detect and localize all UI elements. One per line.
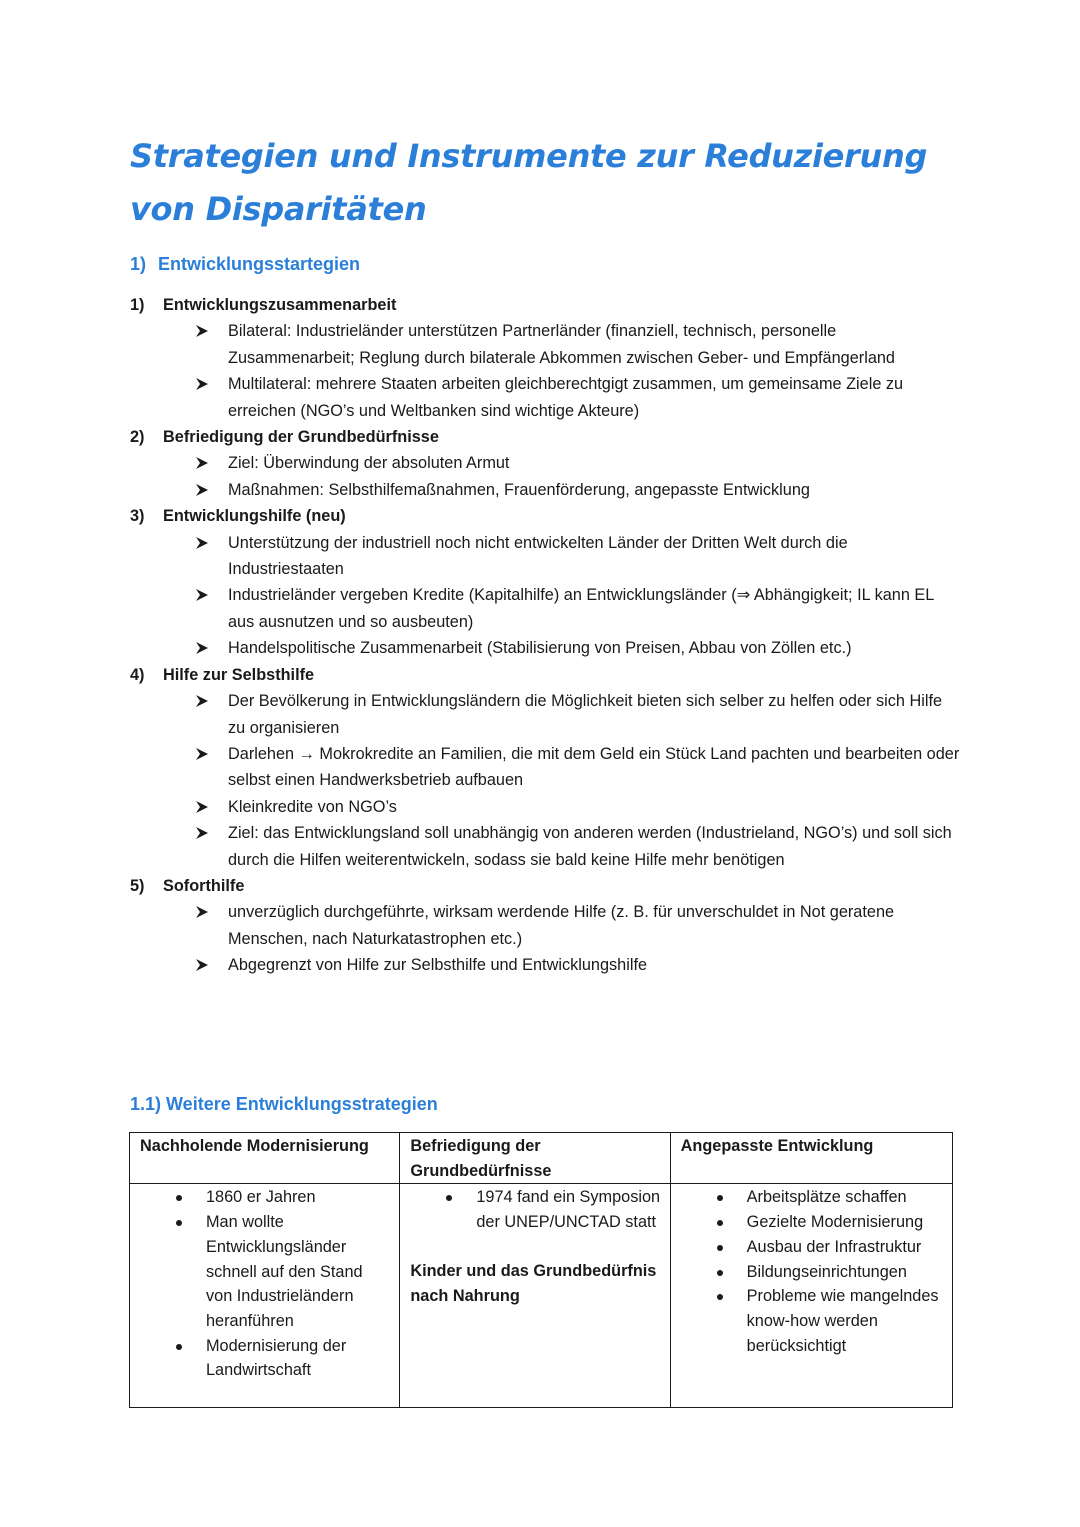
bullet-item xyxy=(681,1260,943,1285)
bullet-item-text: Gezielte Modernisierung xyxy=(746,1213,924,1232)
section-heading xyxy=(130,250,360,278)
strategy-title: Entwicklungszusammenarbeit xyxy=(163,296,397,314)
table-row xyxy=(130,1184,953,1408)
strategy-heading xyxy=(130,292,960,318)
bullet-item xyxy=(681,1185,943,1210)
bullet-item-text: Ausbau der Infrastruktur xyxy=(746,1237,922,1256)
bullet-item xyxy=(681,1235,943,1260)
strategies-table xyxy=(129,1132,953,1408)
list-item xyxy=(130,477,960,503)
arrow-bullet-icon xyxy=(195,741,211,767)
strategy-title: Soforthilfe xyxy=(163,876,245,895)
table-header-cell: Nachholende Modernisierung xyxy=(130,1133,400,1184)
list-item-text: Unterstützung der industriell noch nicht entwickelten Länder der Dritten Welt durch die Industriestaaten xyxy=(228,533,848,579)
list-item-text: Handelspolitische Zusammenarbeit (Stabilisierung von Preisen, Abbau von Zöllen etc.) xyxy=(228,639,852,658)
strategy-section xyxy=(130,873,960,979)
list-item xyxy=(130,820,960,873)
table-cell xyxy=(670,1184,952,1408)
strategy-number: 3) xyxy=(130,507,145,526)
list-item-text: Ziel: Überwindung der absoluten Armut xyxy=(228,454,510,473)
strategy-section xyxy=(130,503,960,661)
bullet-item xyxy=(140,1334,390,1383)
bullet-dot-icon xyxy=(717,1195,723,1201)
strategy-number: 4) xyxy=(130,665,145,684)
strategy-number: 5) xyxy=(130,876,145,895)
bullet-dot-icon xyxy=(446,1195,452,1201)
table-cell xyxy=(130,1184,400,1408)
strategy-section xyxy=(130,292,960,424)
arrow-bullet-icon xyxy=(195,952,211,978)
list-item-text: Ziel: das Entwicklungsland soll unabhängig von anderen werden (Industrieland, NGO’s) und soll sich durch die Hilfen weiterentwickeln, sodass sie bald keine Hilfe mehr benötigen xyxy=(228,824,952,869)
list-item xyxy=(130,450,960,476)
strategy-heading xyxy=(130,873,960,899)
arrow-bullet-icon xyxy=(195,794,211,820)
list-item-text: Der Bevölkerung in Entwicklungsländern die Möglichkeit bieten sich selber zu helfen oder sich Hilfe zu organisieren xyxy=(228,692,943,737)
strategy-title: Befriedigung der Grundbedürfnisse xyxy=(163,428,439,447)
strategy-heading xyxy=(130,424,960,450)
list-item xyxy=(130,688,960,741)
bullet-item xyxy=(410,1185,660,1234)
arrow-bullet-icon xyxy=(195,318,211,344)
list-item-text: Multilateral: mehrere Staaten arbeiten gleichberechtgigt zusammen, um gemeinsame Ziele zu erreichen (NGO’s und Weltbanken sind wichtige Akteure) xyxy=(228,375,904,420)
page-title: Strategien und Instrumente zur Reduzierung von Disparitäten xyxy=(130,137,928,228)
bullet-dot-icon xyxy=(717,1270,723,1276)
list-item-text: Bilateral: Industrieländer unterstützen Partnerländer (finanziell, technisch, personelle Zusammenarbeit; Reglung durch bilaterale Abkommen zwischen Geber- und Empfängerland xyxy=(228,322,895,367)
bullet-dot-icon xyxy=(176,1220,182,1226)
strategy-list xyxy=(130,292,960,979)
strategy-number: 1) xyxy=(130,296,145,314)
bullet-item xyxy=(140,1185,390,1210)
list-item xyxy=(130,794,960,820)
subsection-heading: 1.1) Weitere Entwicklungsstrategien xyxy=(130,1094,438,1114)
bullet-item-text: Probleme wie mangelndes know-how werden berücksichtigt xyxy=(746,1287,939,1355)
strategy-title: Hilfe zur Selbsthilfe xyxy=(163,665,315,684)
arrow-bullet-icon xyxy=(195,477,211,503)
section-heading-number: 1) xyxy=(130,254,147,274)
bullet-item-text: 1860 er Jahren xyxy=(206,1188,316,1207)
strategy-number: 2) xyxy=(130,428,145,447)
arrow-bullet-icon xyxy=(195,450,211,476)
bullet-dot-icon xyxy=(176,1195,182,1201)
table-header-row xyxy=(130,1133,953,1184)
arrow-bullet-icon xyxy=(195,371,211,397)
strategy-section xyxy=(130,662,960,873)
list-item xyxy=(130,530,960,583)
table-header-cell: Befriedigung der Grundbedürfnisse xyxy=(400,1133,670,1184)
bullet-item xyxy=(681,1210,943,1235)
arrow-bullet-icon xyxy=(195,688,211,714)
bullet-item-text: Man wollte Entwicklungsländer schnell auf den Stand von Industrieländern heranführen xyxy=(206,1213,363,1330)
bullet-item xyxy=(140,1210,390,1334)
list-item-text: unverzüglich durchgeführte, wirksam werdende Hilfe (z. B. für unverschuldet in Not geratene Menschen, nach Naturkatastrophen etc.) xyxy=(228,903,895,948)
strategy-heading xyxy=(130,503,960,529)
strategy-heading xyxy=(130,662,960,688)
strategy-section xyxy=(130,424,960,503)
section-heading-text: Entwicklungsstartegien xyxy=(158,254,361,274)
list-item xyxy=(130,952,960,978)
arrow-bullet-icon xyxy=(195,635,211,661)
arrow-bullet-icon xyxy=(195,582,211,608)
list-item-text: Darlehen → Mokrokredite an Familien, die mit dem Geld ein Stück Land pachten und bearbeiten oder selbst einen Handwerksbetrieb aufbauen xyxy=(228,744,960,790)
list-item-text: Industrieländer vergeben Kredite (Kapitalhilfe) an Entwicklungsländer (⇒ Abhängigkeit; IL kann EL aus ausnutzen und so ausbeuten) xyxy=(228,586,934,631)
list-item-text: Kleinkredite von NGO’s xyxy=(228,797,397,816)
bullet-item-text: Modernisierung der Landwirtschaft xyxy=(206,1336,347,1380)
strategy-title: Entwicklungshilfe (neu) xyxy=(163,507,346,526)
arrow-bullet-icon xyxy=(195,530,211,556)
list-item-text: Abgegrenzt von Hilfe zur Selbsthilfe und Entwicklungshilfe xyxy=(228,956,648,975)
bullet-item-text: Bildungseinrichtungen xyxy=(746,1262,907,1281)
list-item xyxy=(130,318,960,371)
arrow-bullet-icon xyxy=(195,820,211,846)
bullet-dot-icon xyxy=(717,1245,723,1251)
cell-note: Kinder und das Grundbedürfnis nach Nahrung xyxy=(410,1261,657,1305)
bullet-item xyxy=(681,1284,943,1358)
list-item xyxy=(130,582,960,635)
bullet-item-text: Arbeitsplätze schaffen xyxy=(746,1188,907,1207)
list-item xyxy=(130,635,960,661)
arrow-bullet-icon xyxy=(195,899,211,925)
list-item xyxy=(130,741,960,794)
list-item xyxy=(130,899,960,952)
bullet-dot-icon xyxy=(717,1220,723,1226)
table-cell xyxy=(400,1184,670,1408)
bullet-dot-icon xyxy=(717,1294,723,1300)
bullet-item-text: 1974 fand ein Symposion der UNEP/UNCTAD statt xyxy=(476,1188,661,1232)
table-header-cell: Angepasste Entwicklung xyxy=(670,1133,952,1184)
list-item xyxy=(130,371,960,424)
list-item-text: Maßnahmen: Selbsthilfemaßnahmen, Frauenförderung, angepasste Entwicklung xyxy=(228,480,810,499)
bullet-dot-icon xyxy=(176,1344,182,1350)
